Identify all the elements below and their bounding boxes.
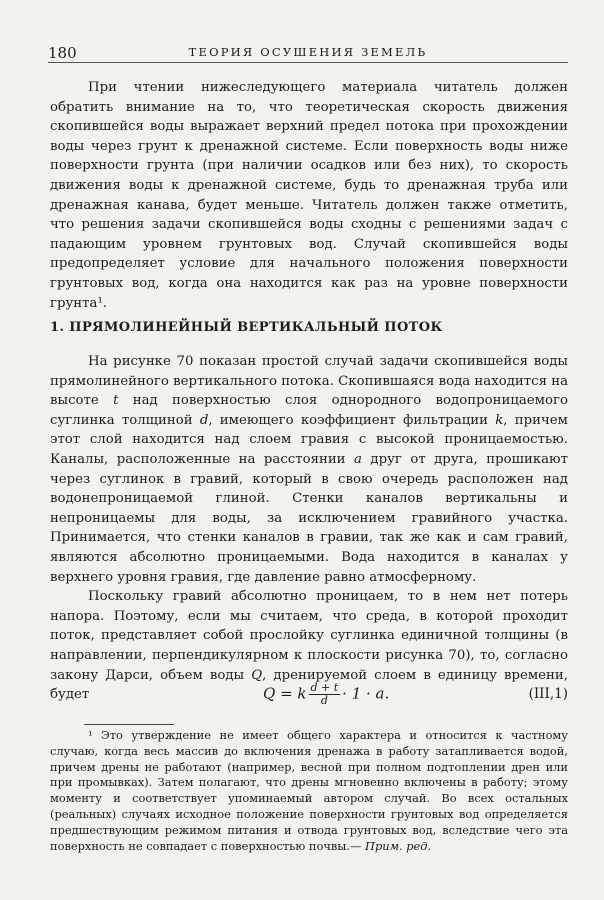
body-paragraph-1-text: На рисунке 70 показан простой случай задачи скопившейся воды прямолинейного вертикального потока. Скопившаяся вода находится на высоте [50, 354, 568, 409]
body-paragraph-1 [50, 352, 568, 587]
page-number: 180 [48, 44, 77, 62]
body-paragraph-2-text: , дренируемой слоем в единицу времени, будет [50, 667, 568, 703]
intro-paragraph: При чтении нижеследующего материала читатель должен обратить внимание на то, что теоретическая скорость движения скопившейся воды выражает верхний предел потока при прохождении воды через грунт к дренажной системе. Если поверхность воды ниже поверхности грунта (при наличии осадков или без них), то скорость движения воды к дренажной системе, будь то дренажная труба или дренажная канава, будет меньше. Читатель должен также отметить, что решения задачи скопившейся воды сходны с решениями задач с падающим уровнем грунтовых вод. Случай скопившейся воды предопределяет условие для начального положения поверхности грунтовых вод, когда она находится как раз на уровне поверхности грунта¹. [50, 80, 568, 311]
body-paragraph-2-text: Поскольку гравий абсолютно проницаем, то в нем нет потерь напора. Поэтому, если мы считаем, что среда, в которой проходит поток, представляет собой прослойку суглинка единичной толщины (в направлении, перпендикулярном к плоскости рисунка 70), то, согласно закону Дарси, объем воды [50, 589, 568, 683]
footnote [50, 728, 568, 854]
section-heading: 1. ПРЯМОЛИНЕЙНЫЙ ВЕРТИКАЛЬНЫЙ ПОТОК [50, 320, 443, 335]
body-paragraph-1-text: , причем этот слой находится над слоем гравия с высокой проницаемостью. Каналы, расположенные на расстоянии [50, 412, 568, 467]
variable-k: k [495, 412, 504, 428]
footnote-divider [84, 724, 174, 725]
footnote-paragraph [50, 728, 568, 854]
formula-numerator: d + t [310, 681, 339, 694]
variable-t: t [113, 393, 119, 409]
body-text [50, 352, 568, 705]
running-title: ТЕОРИЯ ОСУШЕНИЯ ЗЕМЕЛЬ [188, 45, 428, 59]
editor-note: Прим. ред. [365, 838, 432, 853]
page-header [48, 44, 568, 63]
body-paragraph-1-text: друг от друга, прошикают через суглинок в гравий, который в свою очередь расположен над водонепроницаемой глиной. Стенки каналов вертикальны и непроницаемы для воды, за исключением гравийного участка. Принимается, что стенки каналов в гравии, так же как и сам гравий, являются абсолютно проницаемыми. Вода находится в каналах у верхнего уровня гравия, где давление равно атмосферному. [50, 451, 568, 585]
formula-expression [263, 682, 389, 707]
variable-d: d [199, 412, 209, 428]
footnote-text: ¹ Это утверждение не имеет общего характера и относится к частному случаю, когда весь массив до включения дренажа в работу затапливается водой, причем дрены не работают (например, весной при полном подтоплении дрен или при промывках). Затем полагают, что дрены мгновенно включены в работу; этому моменту и соответствует упоминаемый автором случай. Во всех остальных (реальных) случаях исходное положение поверхности грунтовых вод определяется предшествующим режимом питания и отвода грунтовых вод, вследствие чего эта поверхность не совпадает с поверхностью почвы.— [50, 728, 568, 853]
formula-fraction [309, 682, 341, 707]
formula-lhs: Q = k [263, 684, 307, 703]
body-paragraph-1-text: , имеющего коэффициент фильтрации [208, 412, 496, 428]
equation-number: (III,1) [528, 686, 568, 702]
darcy-formula [50, 680, 568, 706]
intro-paragraph-block [50, 78, 568, 313]
variable-a: a [354, 451, 362, 467]
body-paragraph-1-text: над поверхностью слоя однородного водопроницаемого суглинка толщиной [50, 393, 568, 428]
formula-denominator: d [320, 694, 328, 707]
formula-rhs: · 1 · a. [342, 684, 390, 703]
variable-Q: Q [251, 667, 263, 683]
